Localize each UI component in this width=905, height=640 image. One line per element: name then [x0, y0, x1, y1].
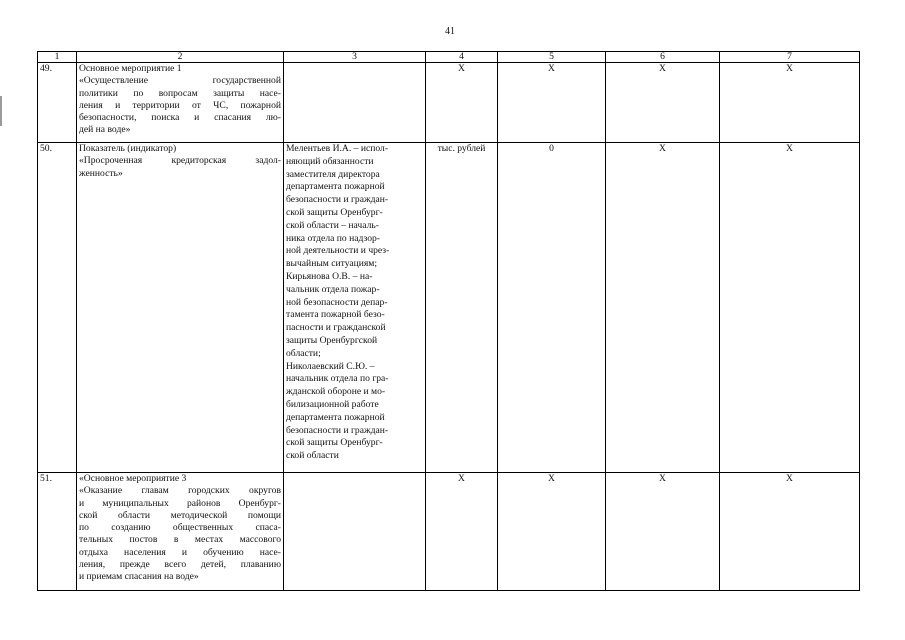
text-line: области;: [286, 347, 321, 359]
text-line: ника отдела по надзор-: [286, 232, 381, 244]
text-line: ной деятельности и чрез-: [286, 245, 390, 257]
text-line: ской области методической помощи: [79, 509, 281, 521]
value-cell-7: Х: [720, 473, 860, 591]
text-line: Кирьянова О.В. – на-: [286, 270, 373, 282]
column-number-3: 3: [284, 52, 426, 63]
text-line: безопасности, поиска и спасания лю-: [79, 112, 281, 124]
text-line: по созданию общественных спаса-: [79, 522, 281, 534]
text-line: ской защиты Оренбург-: [286, 206, 383, 218]
column-number-header-row: [38, 52, 860, 63]
text-line: няющий обязанности: [286, 155, 374, 167]
text-line: Показатель (индикатор): [79, 143, 177, 154]
row-number: 50.: [38, 143, 77, 473]
value-cell-6: Х: [606, 473, 720, 591]
page-number: 41: [445, 26, 455, 37]
text-line: «Оказание главам городских округов: [79, 485, 281, 497]
column-number-7: 7: [720, 52, 860, 63]
text-line: жданской обороне и мо-: [286, 386, 386, 398]
text-line: тельных постов в местах массового: [79, 534, 281, 546]
responsible-person: [284, 63, 426, 143]
value-cell-7: Х: [720, 143, 860, 473]
responsible-person: [284, 143, 426, 473]
text-line: женность»: [79, 167, 123, 179]
text-line: отдыха населения и обучению насе-: [79, 546, 281, 558]
text-line: дей на воде»: [79, 124, 131, 136]
text-line: и приемам спасания на воде»: [79, 571, 199, 583]
text-line: департамента пожарной: [286, 181, 385, 193]
table-row: [38, 143, 860, 473]
text-line: безопасности и граждан-: [286, 194, 389, 206]
text-line: ской области: [286, 450, 339, 462]
text-line: начальник отдела по гра-: [286, 373, 389, 385]
column-number-4: 4: [426, 52, 498, 63]
column-number-5: 5: [498, 52, 606, 63]
text-line: защиты Оренбургской: [286, 334, 378, 346]
text-line: «Просроченная кредиторская задол-: [79, 155, 281, 167]
text-line: заместителя директора: [286, 168, 380, 180]
text-line: ления и территории от ЧС, пожарной: [79, 99, 281, 111]
measure-name: [77, 63, 284, 143]
column-number-1: 1: [38, 52, 77, 63]
text-line: политики по вопросам защиты насе-: [79, 87, 281, 99]
value-cell-6: Х: [606, 143, 720, 473]
unit-cell: Х: [426, 473, 498, 591]
unit-cell: тыс. рублей: [426, 143, 498, 473]
row-number: 49.: [38, 63, 77, 143]
responsible-person: [284, 473, 426, 591]
text-line: ной безопасности депар-: [286, 296, 388, 308]
text-line: и муниципальных районов Оренбург-: [79, 497, 281, 509]
value-cell-5: Х: [498, 473, 606, 591]
value-cell-5: Х: [498, 63, 606, 143]
measures-table: [37, 51, 860, 591]
text-line: Основное мероприятие 1: [79, 63, 182, 74]
row-number: 51.: [38, 473, 77, 591]
column-number-6: 6: [606, 52, 720, 63]
text-line: ской области – началь-: [286, 219, 379, 231]
text-line: вычайным ситуациям;: [286, 258, 378, 270]
value-cell-5: 0: [498, 143, 606, 473]
value-cell-7: Х: [720, 63, 860, 143]
text-line: ской защиты Оренбург-: [286, 437, 383, 449]
text-line: Николаевский С.Ю. –: [286, 360, 375, 372]
text-line: Мелентьев И.А. – испол-: [286, 143, 389, 154]
table-row: [38, 473, 860, 591]
table-row: [38, 63, 860, 143]
text-line: чальник отдела пожар-: [286, 283, 380, 295]
text-line: билизационной работе: [286, 398, 379, 410]
text-line: «Основное мероприятие 3: [79, 473, 187, 484]
scan-margin-mark: [0, 96, 2, 126]
measure-name: [77, 473, 284, 591]
text-line: тамента пожарной безо-: [286, 309, 385, 321]
column-number-2: 2: [77, 52, 284, 63]
text-line: безопасности и граждан-: [286, 424, 389, 436]
text-line: департамента пожарной: [286, 411, 385, 423]
value-cell-6: Х: [606, 63, 720, 143]
unit-cell: Х: [426, 63, 498, 143]
text-line: пасности и гражданской: [286, 322, 386, 334]
text-line: ления, прежде всего детей, плаванию: [79, 559, 281, 571]
measure-name: [77, 143, 284, 473]
text-line: «Осуществление государственной: [79, 75, 281, 87]
